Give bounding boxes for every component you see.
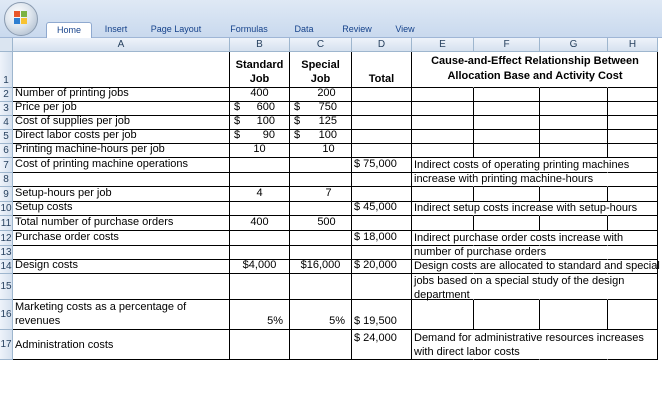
cell-text: Standard Job xyxy=(235,59,284,85)
row-header[interactable]: 12 xyxy=(0,233,12,244)
cell[interactable] xyxy=(540,216,608,231)
note-text: Indirect costs of operating printing machines xyxy=(414,159,630,171)
cell[interactable] xyxy=(290,300,352,330)
cell-text: $4,000 xyxy=(242,260,277,271)
cell[interactable] xyxy=(230,246,290,260)
cell-text: Total xyxy=(368,73,395,85)
cell[interactable] xyxy=(352,52,412,88)
row-header[interactable]: 3 xyxy=(0,102,13,116)
cell[interactable] xyxy=(13,260,230,274)
cell[interactable] xyxy=(290,88,352,102)
cell-value: 750 xyxy=(318,102,337,113)
cell[interactable] xyxy=(290,246,352,260)
cell[interactable] xyxy=(352,330,412,360)
cell[interactable] xyxy=(352,300,412,330)
cell[interactable] xyxy=(230,274,290,300)
cell-text: Printing machine-hours per job xyxy=(15,144,165,155)
currency-symbol: $ xyxy=(234,130,241,141)
cell[interactable] xyxy=(412,88,474,102)
cell[interactable] xyxy=(540,300,608,330)
tab-review[interactable]: Review xyxy=(342,24,372,34)
cell-text: $ 45,000 xyxy=(354,202,397,213)
tab-home[interactable]: Home xyxy=(46,22,92,39)
cell-value: 100 xyxy=(318,130,337,141)
column-header-d[interactable]: D xyxy=(352,38,412,52)
cell[interactable] xyxy=(290,202,352,216)
cell[interactable] xyxy=(608,102,658,116)
cell[interactable] xyxy=(230,158,290,173)
cell[interactable] xyxy=(352,144,412,158)
cell[interactable] xyxy=(13,102,230,116)
cell[interactable] xyxy=(230,300,290,330)
cell[interactable] xyxy=(540,102,608,116)
cell-text: Administration costs xyxy=(15,338,114,351)
cell[interactable] xyxy=(230,116,290,130)
cell-text: 4 xyxy=(256,187,263,199)
cell[interactable] xyxy=(474,102,540,116)
cell[interactable] xyxy=(352,88,412,102)
cell[interactable] xyxy=(13,231,230,246)
relationship-header-line2: Allocation Base and Activity Cost xyxy=(447,70,623,82)
tab-data[interactable]: Data xyxy=(294,24,314,34)
column-header-c[interactable]: C xyxy=(290,38,352,52)
currency-symbol: $ xyxy=(294,130,301,141)
cell[interactable] xyxy=(412,187,474,202)
cell[interactable] xyxy=(352,187,412,202)
row-header[interactable]: 6 xyxy=(0,144,13,158)
cell[interactable] xyxy=(352,246,412,260)
row-header[interactable]: 2 xyxy=(0,88,13,102)
note-text-line2: with direct labor costs xyxy=(414,346,520,358)
cell[interactable] xyxy=(540,88,608,102)
cell-text: 200 xyxy=(317,88,336,99)
cell[interactable] xyxy=(290,260,352,274)
cell[interactable] xyxy=(412,144,474,158)
row-header[interactable]: 10 xyxy=(0,203,12,214)
column-header-g[interactable]: G xyxy=(540,38,608,52)
cell[interactable] xyxy=(352,173,412,187)
cell[interactable] xyxy=(474,216,540,231)
cell[interactable] xyxy=(290,130,352,144)
cell[interactable] xyxy=(474,130,540,144)
cell-value: 600 xyxy=(256,102,275,113)
office-button[interactable] xyxy=(4,2,38,36)
cell[interactable] xyxy=(412,216,474,231)
cell[interactable] xyxy=(608,216,658,231)
cell[interactable] xyxy=(230,88,290,102)
note-text-line1: jobs based on a special study of the design xyxy=(414,275,625,287)
cell[interactable] xyxy=(540,116,608,130)
row-header[interactable]: 15 xyxy=(0,274,13,300)
cell[interactable] xyxy=(230,202,290,216)
select-all-corner[interactable] xyxy=(0,38,13,52)
note-text: Indirect setup costs increase with setup-hours xyxy=(414,202,638,214)
column-header-a[interactable]: A xyxy=(13,38,230,52)
cell[interactable] xyxy=(474,187,540,202)
cell-text: Cost of printing machine operations xyxy=(15,158,189,170)
cell[interactable] xyxy=(230,216,290,231)
cell[interactable] xyxy=(13,330,230,360)
column-header-f[interactable]: F xyxy=(474,38,540,52)
cell[interactable] xyxy=(230,102,290,116)
row-header[interactable]: 13 xyxy=(0,247,12,258)
cell[interactable] xyxy=(13,173,230,187)
tab-page-layout[interactable]: Page Layout xyxy=(150,24,202,34)
cell[interactable] xyxy=(290,274,352,300)
cell[interactable] xyxy=(412,116,474,130)
cell[interactable] xyxy=(608,144,658,158)
cell-text: Cost of supplies per job xyxy=(15,116,130,127)
cell-text: Total number of purchase orders xyxy=(15,216,174,228)
cell[interactable] xyxy=(13,187,230,202)
cell-text: Special Job xyxy=(301,59,340,85)
cell-value: 125 xyxy=(318,116,337,127)
cell-text: 5% xyxy=(267,315,283,327)
cell[interactable] xyxy=(540,130,608,144)
cell[interactable] xyxy=(412,130,474,144)
cell[interactable] xyxy=(13,130,230,144)
column-header-b[interactable]: B xyxy=(230,38,290,52)
cell[interactable] xyxy=(230,330,290,360)
relationship-header-line1: Cause-and-Effect Relationship Between xyxy=(431,55,639,67)
cell-text: Setup-hours per job xyxy=(15,187,112,199)
cell[interactable] xyxy=(608,300,658,330)
row-header[interactable]: 14 xyxy=(0,261,12,272)
cell[interactable] xyxy=(230,173,290,187)
note-text-line2: department xyxy=(414,289,470,301)
cell[interactable] xyxy=(352,158,412,173)
cell-text: 400 xyxy=(250,216,269,228)
office-logo-icon xyxy=(14,11,28,25)
cell[interactable] xyxy=(13,246,230,260)
cell-text: Number of printing jobs xyxy=(15,88,129,99)
column-header-e[interactable]: E xyxy=(412,38,474,52)
cell-text: $ 18,000 xyxy=(354,231,397,243)
cell[interactable] xyxy=(540,246,608,260)
cell[interactable] xyxy=(230,260,290,274)
currency-symbol: $ xyxy=(234,116,241,127)
cell[interactable] xyxy=(352,216,412,231)
cell-text: 500 xyxy=(317,216,336,228)
cell-text: Purchase order costs xyxy=(15,231,119,243)
cell-text: Price per job xyxy=(15,102,77,113)
row-header[interactable]: 17 xyxy=(0,330,13,360)
cell[interactable] xyxy=(290,116,352,130)
cell[interactable] xyxy=(290,144,352,158)
tab-insert[interactable]: Insert xyxy=(104,24,128,34)
cell-text: Direct labor costs per job xyxy=(15,130,137,141)
cell[interactable] xyxy=(608,187,658,202)
note-text: Design costs are allocated to standard and special xyxy=(414,260,660,272)
cell[interactable] xyxy=(13,116,230,130)
cell[interactable] xyxy=(290,52,352,88)
cell[interactable] xyxy=(540,144,608,158)
cell[interactable] xyxy=(352,260,412,274)
cell-text: $ 20,000 xyxy=(354,260,397,271)
cell[interactable] xyxy=(474,116,540,130)
cell-text: 7 xyxy=(325,187,332,199)
cell[interactable] xyxy=(474,300,540,330)
cell[interactable] xyxy=(608,173,658,187)
cell[interactable] xyxy=(13,216,230,231)
note-text-line1: Demand for administrative resources increases xyxy=(414,332,644,344)
cell[interactable] xyxy=(540,187,608,202)
cell[interactable] xyxy=(352,231,412,246)
cell[interactable] xyxy=(230,187,290,202)
cell-value: 100 xyxy=(256,116,275,127)
cell[interactable] xyxy=(474,88,540,102)
cell-text: $ 75,000 xyxy=(354,158,397,170)
cell[interactable] xyxy=(290,187,352,202)
cell[interactable] xyxy=(290,173,352,187)
cell[interactable] xyxy=(13,88,230,102)
cell[interactable] xyxy=(352,116,412,130)
cell[interactable] xyxy=(290,158,352,173)
cell[interactable] xyxy=(474,144,540,158)
cell[interactable] xyxy=(352,102,412,116)
row-header[interactable]: 11 xyxy=(0,218,12,229)
row-header[interactable]: 9 xyxy=(0,187,13,202)
cell-text: 5% xyxy=(329,315,345,327)
cell[interactable] xyxy=(230,52,290,88)
cell[interactable] xyxy=(352,274,412,300)
cell[interactable] xyxy=(290,330,352,360)
note-text: increase with printing machine-hours xyxy=(414,173,594,185)
cell-text: Design costs xyxy=(15,260,78,271)
note-text: number of purchase orders xyxy=(414,246,547,258)
cell[interactable] xyxy=(13,274,230,300)
cell-text-line2: revenues xyxy=(15,315,61,327)
tab-formulas[interactable]: Formulas xyxy=(230,24,268,34)
row-header[interactable]: 8 xyxy=(0,173,13,187)
cell[interactable] xyxy=(13,144,230,158)
cell-text: $ 19,500 xyxy=(354,315,397,327)
ribbon xyxy=(0,0,662,38)
row-header[interactable]: 4 xyxy=(0,116,13,130)
cell[interactable] xyxy=(230,144,290,158)
cell-text: 10 xyxy=(322,144,335,155)
row-header[interactable]: 16 xyxy=(0,300,13,330)
cell[interactable] xyxy=(608,130,658,144)
note-text: Indirect purchase order costs increase with xyxy=(414,232,624,244)
cell-text: $16,000 xyxy=(300,260,341,271)
cell[interactable] xyxy=(13,202,230,216)
cell[interactable] xyxy=(412,102,474,116)
cell[interactable] xyxy=(290,216,352,231)
cell[interactable] xyxy=(230,231,290,246)
cell[interactable] xyxy=(13,300,230,330)
currency-symbol: $ xyxy=(294,102,301,113)
row-header[interactable]: 1 xyxy=(0,52,13,88)
cell[interactable] xyxy=(230,130,290,144)
currency-symbol: $ xyxy=(294,116,301,127)
column-header-h[interactable]: H xyxy=(608,38,658,52)
cell[interactable] xyxy=(290,231,352,246)
currency-symbol: $ xyxy=(234,102,241,113)
cell[interactable] xyxy=(608,116,658,130)
cell[interactable] xyxy=(13,158,230,173)
cell[interactable] xyxy=(352,202,412,216)
cell-value: 90 xyxy=(262,130,275,141)
cell-text: Setup costs xyxy=(15,202,73,213)
tab-view[interactable]: View xyxy=(395,24,415,34)
cell[interactable] xyxy=(352,130,412,144)
cell[interactable] xyxy=(412,300,474,330)
cell[interactable] xyxy=(608,88,658,102)
row-header[interactable]: 7 xyxy=(0,158,13,173)
cell[interactable] xyxy=(608,246,658,260)
cell[interactable] xyxy=(13,52,230,88)
row-header[interactable]: 5 xyxy=(0,130,13,144)
cell-text: 400 xyxy=(250,88,269,99)
cell-text: $ 24,000 xyxy=(354,332,397,344)
cell[interactable] xyxy=(290,102,352,116)
cell-text: 10 xyxy=(253,144,266,155)
cell-text-line1: Marketing costs as a percentage of xyxy=(15,301,187,313)
